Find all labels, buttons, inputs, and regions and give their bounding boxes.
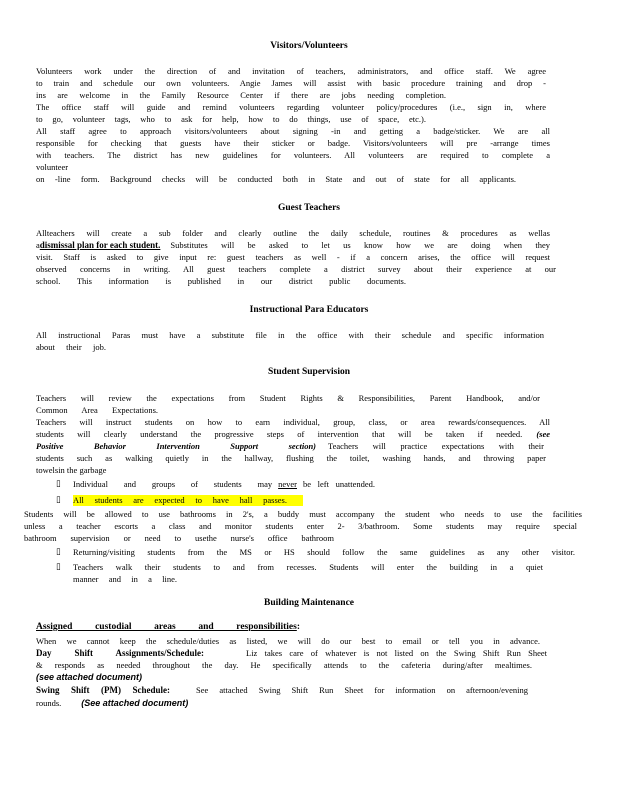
day-shift-label: Day Shift Assignments/Schedule: <box>36 648 204 658</box>
bullet-item: Teachers walk their students to and from recesses. Students will enter the building in a quiet <box>73 562 543 572</box>
text-fragment: : <box>296 622 300 632</box>
text-fragment: Liz takes care of whatever is not listed on the Swing Shift Run Sheet <box>246 648 547 658</box>
text-line: with teachers. The district has new guidelines for volunteers. All volunteers are required to complete a <box>36 150 550 160</box>
bullet-item-continued: manner and in a line. <box>73 574 177 584</box>
text-fragment: See attached Swing Shift Run Sheet for information on afternoon/evening <box>196 685 528 695</box>
text-line: The office staff will guide and remind volunteers regarding volunteer policy/procedures (i.e., sign in, where <box>36 102 546 112</box>
text-line: Teachers will review the expectations from Student Rights & Responsibilities, Parent Handbook, and/or <box>36 393 540 403</box>
bullet-item: Returning/visiting students from the MS or HS should follow the same guidelines as any other visitor. <box>73 547 575 557</box>
text-line: responsible for checking that guests have their sticker or badge. Visitors/volunteers will pre -arrange times <box>36 138 550 148</box>
text-line <box>36 648 547 659</box>
text-line <box>36 240 550 251</box>
text-line: school. This information is published in our district public documents. <box>36 276 406 286</box>
text-line <box>36 698 188 709</box>
section-title-para-educators: Instructional Para Educators <box>249 305 369 315</box>
text-line: Allteachers will create a sub folder and clearly outline the daily schedule, routines & procedures as wellas <box>36 228 550 238</box>
text-line: & responds as needed throughout the day. He specifically attends to the cafeteria during/after mealtimes. <box>36 660 532 670</box>
text-line: about their job. <box>36 342 106 352</box>
section-title-building-maintenance: Building Maintenance <box>264 598 354 608</box>
text-line: Common Area Expectations. <box>36 405 158 415</box>
text-line: volunteer <box>36 162 69 172</box>
text-fragment: be left unattended. <box>303 479 375 489</box>
bullet-icon: ▯ <box>56 546 61 556</box>
see-attached-note: (see attached document) <box>36 672 143 682</box>
pbis-reference: Positive Behavior Intervention Support section) <box>36 441 316 451</box>
text-fragment: rounds. <box>36 698 62 708</box>
text-line: bathroom supervision or need to usethe nurse's office bathroom <box>24 533 334 543</box>
text-line: All staff agree to approach visitors/volunteers about signing -in and getting a badge/sticker. We are all <box>36 126 550 136</box>
never-emphasis: never <box>278 479 297 489</box>
section-title-visitors: Visitors/Volunteers <box>270 41 348 51</box>
text-fragment: Substitutes will be asked to let us know how we are doing when they <box>170 240 550 250</box>
section-title-guest-teachers: Guest Teachers <box>277 203 340 213</box>
bullet-item <box>73 479 375 490</box>
text-line: Volunteers work under the direction of and invitation of teachers, administrators, and office staff. We agree <box>36 66 546 76</box>
text-fragment: All students are expected to have hall passes. <box>73 495 287 505</box>
text-fragment: Teachers will practice expectations with their <box>328 441 544 451</box>
bullet-icon: ▯ <box>56 478 61 488</box>
text-line: All instructional Paras must have a substitute file in the office with their schedule and specific information <box>36 330 544 340</box>
text-line: Teachers will instruct students on how to earn individual, group, class, or area rewards/consequences. All <box>36 417 550 427</box>
swing-shift-label: Swing Shift (PM) Schedule: <box>36 685 170 695</box>
hall-pass-highlight <box>73 495 303 506</box>
bullet-icon: ▯ <box>56 561 61 571</box>
text-line: towelsin the garbage <box>36 465 107 475</box>
text-line: to go, volunteer tags, who to ask for help, how to do things, use of space, etc.). <box>36 114 426 124</box>
dismissal-plan-emphasis: dismissal plan for each student. <box>39 240 161 250</box>
text-fragment: a <box>36 240 40 250</box>
text-line <box>36 685 528 696</box>
text-line: to train and schedule our own volunteers. Angie James will assist with basic procedure training and drop - <box>36 78 546 88</box>
bullet-icon: ▯ <box>56 494 61 504</box>
text-fragment: students will clearly understand the progressive steps of intervention that will be taken if needed. <box>36 429 523 439</box>
text-line: Students will be allowed to use bathrooms in 2's, a buddy must accompany the student who needs to use the facilities <box>24 509 582 519</box>
text-line: When we cannot keep the schedule/duties as listed, we will do our best to email or tell you in advance. <box>36 636 540 646</box>
custodial-heading <box>36 622 300 633</box>
see-attached-note: (See attached document) <box>81 698 189 708</box>
text-line: observed concerns in writing. All guest teachers complete a district survey about their experience at our <box>36 264 556 274</box>
text-fragment: Individual and groups of students may <box>73 479 273 489</box>
text-line: on -line form. Background checks will be conducted both in State and out of state for all applicants. <box>36 174 516 184</box>
text-line: students such as walking quietly in the hallway, flushing the toilet, washing hands, and throwing paper <box>36 453 546 463</box>
text-line <box>36 429 550 440</box>
text-line: visit. Staff is asked to give input re: guest teachers as well - if a concern arises, the office will request <box>36 252 550 262</box>
text-line: unless a teacher escorts a class and monitor students enter 2- 3/bathroom. Some students may require special <box>24 521 577 531</box>
text-line <box>36 441 544 452</box>
text-fragment: Assigned custodial areas and responsibilities <box>36 622 297 632</box>
text-line: ins are welcome in the Family Resource Center if there are jobs needing completion. <box>36 90 446 100</box>
section-title-student-supervision: Student Supervision <box>267 367 351 377</box>
text-fragment: (see <box>536 429 550 439</box>
